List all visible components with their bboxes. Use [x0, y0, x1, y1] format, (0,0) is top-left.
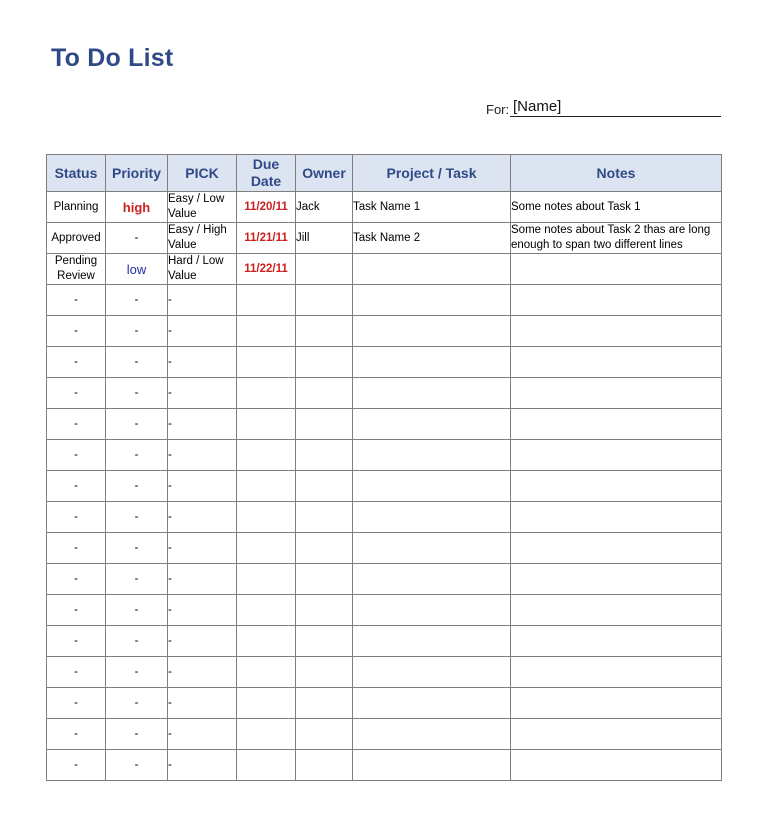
due-date-cell[interactable] — [237, 254, 296, 285]
pick-cell[interactable] — [168, 285, 237, 316]
pick-cell-text: Easy / High Value — [168, 224, 227, 251]
status-cell[interactable] — [47, 657, 106, 688]
pick-cell-text: - — [168, 355, 172, 368]
status-cell-text: - — [74, 355, 78, 368]
status-cell-text: Planning — [53, 200, 99, 213]
pick-cell[interactable] — [168, 502, 237, 533]
task-cell[interactable] — [353, 378, 511, 409]
table-row — [47, 440, 722, 471]
pick-cell[interactable] — [168, 316, 237, 347]
table-row — [47, 347, 722, 378]
task-cell[interactable] — [353, 750, 511, 781]
pick-cell[interactable] — [168, 440, 237, 471]
pick-cell[interactable] — [168, 223, 237, 254]
pick-cell-text: - — [168, 572, 172, 585]
priority-cell-text: - — [134, 449, 139, 461]
priority-cell[interactable] — [106, 564, 168, 595]
task-cell[interactable] — [353, 502, 511, 533]
status-cell-text: - — [74, 448, 78, 461]
pick-cell-text: - — [168, 603, 172, 616]
header-status: Status — [47, 155, 106, 192]
priority-cell-text: - — [134, 573, 139, 585]
status-cell-text: - — [74, 324, 78, 337]
table-row — [47, 564, 722, 595]
owner-cell[interactable] — [296, 316, 353, 347]
due-date-cell[interactable] — [237, 688, 296, 719]
due-date-cell[interactable] — [237, 719, 296, 750]
task-cell[interactable] — [353, 533, 511, 564]
priority-cell[interactable] — [106, 502, 168, 533]
notes-cell[interactable] — [511, 502, 722, 533]
header-priority: Priority — [106, 155, 168, 192]
pick-cell-text: - — [168, 479, 172, 492]
table-row — [47, 254, 722, 285]
owner-cell[interactable] — [296, 223, 353, 254]
due-date-cell-text: 11/22/11 — [244, 263, 288, 275]
due-date-cell[interactable] — [237, 502, 296, 533]
pick-cell-text: - — [168, 386, 172, 399]
status-cell-text: - — [74, 293, 78, 306]
table-row — [47, 378, 722, 409]
table-row — [47, 657, 722, 688]
due-date-cell[interactable] — [237, 564, 296, 595]
task-cell-text: Task Name 2 — [353, 232, 421, 244]
priority-cell[interactable] — [106, 440, 168, 471]
header-due-date-label: Due Date — [250, 156, 282, 189]
table-row — [47, 533, 722, 564]
pick-cell[interactable] — [168, 719, 237, 750]
task-cell[interactable] — [353, 719, 511, 750]
task-cell[interactable] — [353, 254, 511, 285]
pick-cell[interactable] — [168, 533, 237, 564]
notes-cell[interactable] — [511, 533, 722, 564]
pick-cell[interactable] — [168, 750, 237, 781]
notes-cell[interactable] — [511, 285, 722, 316]
priority-cell[interactable] — [106, 471, 168, 502]
due-date-cell[interactable] — [237, 409, 296, 440]
status-cell[interactable] — [47, 254, 106, 285]
owner-cell[interactable] — [296, 502, 353, 533]
notes-cell[interactable] — [511, 626, 722, 657]
notes-cell[interactable] — [511, 316, 722, 347]
status-cell-text: - — [74, 541, 78, 554]
task-cell[interactable] — [353, 192, 511, 223]
priority-cell-text: - — [134, 480, 139, 492]
priority-cell-text: - — [134, 542, 139, 554]
priority-cell[interactable] — [106, 347, 168, 378]
owner-cell[interactable] — [296, 285, 353, 316]
due-date-cell[interactable] — [237, 440, 296, 471]
due-date-cell[interactable] — [237, 657, 296, 688]
priority-cell-text: - — [134, 728, 139, 740]
task-cell[interactable] — [353, 409, 511, 440]
status-cell-text: - — [74, 634, 78, 647]
status-cell-text: - — [74, 479, 78, 492]
status-cell[interactable] — [47, 502, 106, 533]
owner-cell[interactable] — [296, 595, 353, 626]
owner-cell[interactable] — [296, 688, 353, 719]
priority-cell-text: - — [134, 356, 139, 368]
status-cell[interactable] — [47, 409, 106, 440]
task-cell[interactable] — [353, 626, 511, 657]
table-row — [47, 688, 722, 719]
priority-cell[interactable] — [106, 533, 168, 564]
header-due-date — [237, 155, 296, 192]
status-cell-text: - — [74, 386, 78, 399]
pick-cell-text: - — [168, 727, 172, 740]
priority-cell-text: - — [134, 511, 139, 523]
task-cell[interactable] — [353, 440, 511, 471]
table-row — [47, 750, 722, 781]
priority-cell-text: - — [134, 232, 139, 244]
pick-cell[interactable] — [168, 192, 237, 223]
task-cell-text: Task Name 1 — [353, 201, 421, 213]
status-cell[interactable] — [47, 564, 106, 595]
notes-cell-text: Some notes about Task 2 thas are long enough to span two different lines — [511, 224, 711, 251]
for-label: For: — [486, 102, 510, 117]
status-cell-text: - — [74, 417, 78, 430]
header-owner: Owner — [296, 155, 353, 192]
status-cell-text: - — [74, 603, 78, 616]
task-cell[interactable] — [353, 657, 511, 688]
task-cell[interactable] — [353, 347, 511, 378]
owner-cell[interactable] — [296, 719, 353, 750]
todo-table — [46, 154, 722, 781]
owner-cell-text: Jack — [296, 201, 320, 213]
priority-cell[interactable] — [106, 688, 168, 719]
due-date-cell[interactable] — [237, 192, 296, 223]
notes-cell[interactable] — [511, 719, 722, 750]
priority-cell-text: - — [134, 604, 139, 616]
priority-cell[interactable] — [106, 316, 168, 347]
status-cell[interactable] — [47, 688, 106, 719]
notes-cell[interactable] — [511, 595, 722, 626]
status-cell[interactable] — [47, 347, 106, 378]
priority-cell[interactable] — [106, 285, 168, 316]
priority-cell[interactable] — [106, 719, 168, 750]
header-pick: PICK — [168, 155, 237, 192]
status-cell-text: Approved — [51, 231, 101, 244]
status-cell[interactable] — [47, 471, 106, 502]
pick-cell[interactable] — [168, 409, 237, 440]
table-row — [47, 192, 722, 223]
priority-cell-text: low — [126, 261, 147, 277]
notes-cell[interactable] — [511, 750, 722, 781]
task-cell[interactable] — [353, 688, 511, 719]
table-row — [47, 719, 722, 750]
priority-cell-text: high — [122, 199, 151, 215]
table-row — [47, 285, 722, 316]
priority-cell[interactable] — [106, 223, 168, 254]
priority-cell-text: - — [134, 759, 139, 771]
task-cell[interactable] — [353, 471, 511, 502]
task-cell[interactable] — [353, 223, 511, 254]
table-row — [47, 595, 722, 626]
notes-cell[interactable] — [511, 471, 722, 502]
status-cell[interactable] — [47, 440, 106, 471]
table-row — [47, 502, 722, 533]
notes-cell[interactable] — [511, 223, 722, 254]
pick-cell[interactable] — [168, 688, 237, 719]
notes-cell-text: Some notes about Task 1 — [511, 200, 641, 213]
pick-cell[interactable] — [168, 564, 237, 595]
pick-cell[interactable] — [168, 347, 237, 378]
owner-cell[interactable] — [296, 192, 353, 223]
owner-cell[interactable] — [296, 471, 353, 502]
notes-cell[interactable] — [511, 564, 722, 595]
status-cell[interactable] — [47, 533, 106, 564]
status-cell[interactable] — [47, 750, 106, 781]
owner-cell[interactable] — [296, 533, 353, 564]
due-date-cell[interactable] — [237, 378, 296, 409]
pick-cell-text: - — [168, 324, 172, 337]
table-row — [47, 409, 722, 440]
status-cell-text: Pending Review — [54, 255, 98, 282]
priority-cell[interactable] — [106, 378, 168, 409]
due-date-cell[interactable] — [237, 285, 296, 316]
notes-cell[interactable] — [511, 409, 722, 440]
notes-cell[interactable] — [511, 657, 722, 688]
owner-cell[interactable] — [296, 564, 353, 595]
table-row — [47, 471, 722, 502]
status-cell[interactable] — [47, 719, 106, 750]
priority-cell[interactable] — [106, 254, 168, 285]
pick-cell-text: - — [168, 293, 172, 306]
priority-cell[interactable] — [106, 409, 168, 440]
header-row — [47, 155, 722, 192]
priority-cell[interactable] — [106, 626, 168, 657]
pick-cell-text: Hard / Low Value — [168, 255, 224, 282]
notes-cell[interactable] — [511, 254, 722, 285]
status-cell[interactable] — [47, 378, 106, 409]
status-cell-text: - — [74, 727, 78, 740]
table-row — [47, 626, 722, 657]
status-cell-text: - — [74, 572, 78, 585]
todo-body — [47, 192, 722, 781]
priority-cell[interactable] — [106, 595, 168, 626]
status-cell[interactable] — [47, 316, 106, 347]
owner-cell[interactable] — [296, 254, 353, 285]
status-cell[interactable] — [47, 223, 106, 254]
pick-cell[interactable] — [168, 378, 237, 409]
task-cell[interactable] — [353, 316, 511, 347]
pick-cell-text: - — [168, 758, 172, 771]
owner-cell[interactable] — [296, 750, 353, 781]
due-date-cell[interactable] — [237, 533, 296, 564]
due-date-cell[interactable] — [237, 595, 296, 626]
due-date-cell[interactable] — [237, 347, 296, 378]
priority-cell[interactable] — [106, 192, 168, 223]
status-cell-text: - — [74, 510, 78, 523]
pick-cell-text: - — [168, 448, 172, 461]
status-cell-text: - — [74, 758, 78, 771]
due-date-cell[interactable] — [237, 223, 296, 254]
pick-cell-text: - — [168, 665, 172, 678]
pick-cell-text: - — [168, 634, 172, 647]
status-cell[interactable] — [47, 626, 106, 657]
owner-cell[interactable] — [296, 378, 353, 409]
owner-cell[interactable] — [296, 409, 353, 440]
pick-cell[interactable] — [168, 254, 237, 285]
due-date-cell-text: 11/20/11 — [244, 201, 288, 213]
header-notes: Notes — [511, 155, 722, 192]
due-date-cell[interactable] — [237, 750, 296, 781]
notes-cell[interactable] — [511, 378, 722, 409]
notes-cell[interactable] — [511, 688, 722, 719]
pick-cell[interactable] — [168, 657, 237, 688]
pick-cell-text: - — [168, 541, 172, 554]
status-cell-text: - — [74, 696, 78, 709]
pick-cell-text: Easy / Low Value — [168, 193, 225, 220]
priority-cell-text: - — [134, 387, 139, 399]
task-cell[interactable] — [353, 285, 511, 316]
notes-cell[interactable] — [511, 347, 722, 378]
owner-cell[interactable] — [296, 347, 353, 378]
table-row — [47, 316, 722, 347]
page-title: To Do List — [51, 44, 174, 72]
priority-cell-text: - — [134, 325, 139, 337]
task-cell[interactable] — [353, 595, 511, 626]
pick-cell-text: - — [168, 417, 172, 430]
priority-cell[interactable] — [106, 750, 168, 781]
owner-cell[interactable] — [296, 440, 353, 471]
for-name-field[interactable]: [Name] — [510, 97, 721, 117]
due-date-cell[interactable] — [237, 316, 296, 347]
priority-cell-text: - — [134, 666, 139, 678]
pick-cell[interactable] — [168, 595, 237, 626]
priority-cell-text: - — [134, 294, 139, 306]
status-cell-text: - — [74, 665, 78, 678]
status-cell[interactable] — [47, 595, 106, 626]
due-date-cell-text: 11/21/11 — [244, 232, 288, 244]
pick-cell[interactable] — [168, 471, 237, 502]
owner-cell[interactable] — [296, 657, 353, 688]
table-row — [47, 223, 722, 254]
priority-cell-text: - — [134, 635, 139, 647]
priority-cell-text: - — [134, 697, 139, 709]
priority-cell-text: - — [134, 418, 139, 430]
notes-cell[interactable] — [511, 440, 722, 471]
priority-cell[interactable] — [106, 657, 168, 688]
owner-cell-text: Jill — [296, 232, 310, 244]
pick-cell-text: - — [168, 510, 172, 523]
pick-cell[interactable] — [168, 626, 237, 657]
status-cell[interactable] — [47, 285, 106, 316]
pick-cell-text: - — [168, 696, 172, 709]
due-date-cell[interactable] — [237, 471, 296, 502]
owner-cell[interactable] — [296, 626, 353, 657]
status-cell[interactable] — [47, 192, 106, 223]
notes-cell[interactable] — [511, 192, 722, 223]
due-date-cell[interactable] — [237, 626, 296, 657]
header-project-task: Project / Task — [353, 155, 511, 192]
task-cell[interactable] — [353, 564, 511, 595]
